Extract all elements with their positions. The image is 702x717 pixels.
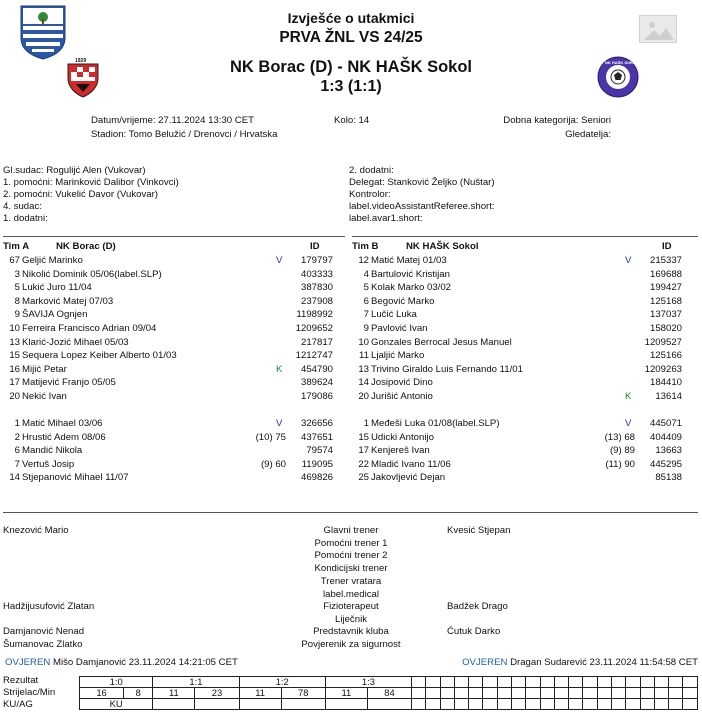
player-number: 9 xyxy=(363,323,369,334)
ku-cell xyxy=(497,699,511,710)
away-crest-text: NK HAŠK SOKOL xyxy=(605,60,639,65)
scorer-cell: 8 xyxy=(124,688,153,699)
scorer-label: Strijelac/Min xyxy=(3,687,56,698)
staff-home: Knezović Mario xyxy=(3,525,69,536)
scorer-cell xyxy=(683,688,698,699)
result-cell xyxy=(640,677,654,688)
scorer-cell: 84 xyxy=(367,688,411,699)
result-cell xyxy=(654,677,668,688)
scorer-cell xyxy=(469,688,483,699)
player-id: 79574 xyxy=(306,445,333,457)
report-title: Izvješće o utakmici xyxy=(287,10,415,26)
scorer-cell xyxy=(426,688,440,699)
ku-cell xyxy=(569,699,583,710)
substitution-minute: (9) 60 xyxy=(260,458,286,470)
result-cell xyxy=(526,677,540,688)
scorer-cell xyxy=(640,688,654,699)
scorer-cell xyxy=(540,688,554,699)
player-number: 14 xyxy=(358,377,369,389)
staff-home: Damjanović Nenad xyxy=(3,626,85,637)
player-number: 14 xyxy=(9,472,20,484)
ku-cell xyxy=(583,699,597,710)
home-crest-year: 1929 xyxy=(75,58,87,64)
staff-role: Fizioterapeut xyxy=(323,601,379,612)
player-role-mark: V xyxy=(625,255,632,266)
scorer-cell: 11 xyxy=(239,688,281,699)
player-id: 137037 xyxy=(649,309,682,321)
divider xyxy=(3,236,345,237)
result-cell: 1:1 xyxy=(153,677,239,688)
result-cell xyxy=(554,677,568,688)
scorer-cell: 11 xyxy=(325,688,367,699)
player-number: 20 xyxy=(358,391,369,402)
player-name: Jurišić Antonio xyxy=(371,391,433,402)
player-name: Udicki Antonijo xyxy=(371,431,434,443)
player-name: Geljić Marinko xyxy=(22,255,83,266)
staff-role: Trener vratara xyxy=(320,576,382,587)
staff-home: Šumanovac Zlatko xyxy=(3,639,83,650)
player-name: Stjepanović Mihael 11/07 xyxy=(22,472,129,484)
scorer-cell xyxy=(512,688,526,699)
team-a-name: NK Borac (D) xyxy=(56,241,116,252)
player-number: 2 xyxy=(14,431,20,443)
player-role-mark: V xyxy=(276,418,283,429)
scorer-cell xyxy=(483,688,497,699)
official-line: 1. dodatni: xyxy=(3,213,48,224)
player-name: Marković Matej 07/03 xyxy=(22,295,114,307)
player-id: 125168 xyxy=(649,295,682,307)
ku-cell xyxy=(367,699,411,710)
ku-cell xyxy=(554,699,568,710)
verified-tag: OVJEREN xyxy=(462,657,508,668)
player-name: Gonzales Berrocal Jesus Manuel xyxy=(371,336,512,348)
player-id: 169688 xyxy=(649,268,682,280)
match-datetime: Datum/vrijeme: 27.11.2024 13:30 CET xyxy=(91,115,254,126)
ku-cell xyxy=(540,699,554,710)
player-number: 8 xyxy=(14,295,20,307)
official-line: 1. pomoćni: Marinković Dalibor (Vinkovci) xyxy=(3,177,179,188)
player-number: 25 xyxy=(358,472,369,484)
team-a-label: Tim A xyxy=(3,241,30,252)
result-cell xyxy=(540,677,554,688)
ku-cell xyxy=(512,699,526,710)
result-cell xyxy=(597,677,611,688)
player-id: 179086 xyxy=(300,391,333,402)
player-name: Mandić Nikola xyxy=(22,445,83,457)
player-name: Bartulović Kristijan xyxy=(371,268,450,280)
result-cell: 1:3 xyxy=(325,677,411,688)
player-id: 404409 xyxy=(649,431,682,443)
scorer-cell xyxy=(654,688,668,699)
ku-cell xyxy=(426,699,440,710)
result-cell xyxy=(454,677,468,688)
player-id: 158020 xyxy=(649,323,682,334)
player-id: 1209652 xyxy=(295,323,333,334)
substitution-minute: (11) 90 xyxy=(605,458,635,470)
ku-cell xyxy=(683,699,698,710)
player-id: 237908 xyxy=(300,295,333,307)
player-name: Sequera Lopez Keiber Alberto 01/03 xyxy=(22,350,177,362)
result-cell xyxy=(497,677,511,688)
ku-cell xyxy=(611,699,625,710)
scorer-cell xyxy=(669,688,683,699)
player-name: Matić Matej 01/03 xyxy=(371,255,447,266)
player-number: 17 xyxy=(9,377,20,389)
player-id: 469826 xyxy=(300,472,333,484)
match-title: NK Borac (D) - NK HAŠK Sokol xyxy=(229,58,472,76)
player-number: 5 xyxy=(363,282,369,294)
player-name: Begović Marko xyxy=(371,295,435,307)
player-number: 6 xyxy=(14,445,20,457)
ku-cell xyxy=(640,699,654,710)
result-cell xyxy=(512,677,526,688)
player-number: 4 xyxy=(363,268,369,280)
verified-tag: OVJEREN xyxy=(5,657,51,668)
player-name: Međeši Luka 01/08(label.SLP) xyxy=(371,418,500,429)
player-name: Josipović Dino xyxy=(371,377,433,389)
ku-cell xyxy=(654,699,668,710)
result-cell xyxy=(683,677,698,688)
county-crest-icon xyxy=(18,4,68,60)
ku-cell xyxy=(626,699,640,710)
player-number: 13 xyxy=(9,336,20,348)
player-id: 85138 xyxy=(655,472,682,484)
score-title: 1:3 (1:1) xyxy=(320,78,382,95)
spectators: Gledatelja: xyxy=(565,129,611,140)
player-name: Hrustić Adem 08/06 xyxy=(22,431,106,443)
home-verification xyxy=(5,656,238,669)
substitution-minute: (9) 89 xyxy=(609,445,635,457)
player-name: Nekić Ivan xyxy=(22,391,67,402)
ku-cell xyxy=(669,699,683,710)
official-line: label.videoAssistantReferee.short: xyxy=(349,201,495,212)
player-name: Kenjereš Ivan xyxy=(371,445,430,457)
official-line: Gl.sudac: Rogulijć Alen (Vukovar) xyxy=(3,165,146,176)
scoring-grid xyxy=(79,676,698,710)
home-team-crest xyxy=(66,58,100,98)
staff-role: Glavni trener xyxy=(323,525,379,536)
player-name: Lukić Juro 11/04 xyxy=(22,282,92,294)
player-id: 119095 xyxy=(301,458,333,470)
ku-cell: KU xyxy=(80,699,153,710)
staff-role: label.medical xyxy=(323,589,379,600)
staff-role: Pomoćni trener 2 xyxy=(314,550,388,561)
official-line: Delegat: Stanković Željko (Nuštar) xyxy=(349,177,495,188)
result-cell: 1:2 xyxy=(239,677,325,688)
player-number: 20 xyxy=(9,391,20,402)
staff-role: Predstavnik kluba xyxy=(313,626,389,637)
player-number: 9 xyxy=(14,309,20,321)
ku-cell xyxy=(412,699,426,710)
staff-home: Hadžijusufović Zlatan xyxy=(3,601,95,612)
player-name: Lučić Luka xyxy=(371,309,417,321)
official-line: label.avar1.short: xyxy=(349,213,423,224)
divider xyxy=(3,512,698,513)
player-name: Ljaljić Marko xyxy=(371,350,425,362)
result-label: Rezultat xyxy=(3,675,39,686)
player-number: 6 xyxy=(363,295,369,307)
scorer-cell: 23 xyxy=(195,688,239,699)
scorer-cell xyxy=(583,688,597,699)
scoring-labels xyxy=(3,675,55,711)
team-b-label: Tim B xyxy=(352,241,379,252)
staff-role: Liječnik xyxy=(335,614,367,625)
player-id: 199427 xyxy=(649,282,682,294)
player-name: Kolak Marko 03/02 xyxy=(371,282,451,294)
scorer-cell xyxy=(597,688,611,699)
player-id: 445295 xyxy=(649,458,682,470)
result-cell xyxy=(483,677,497,688)
divider xyxy=(352,236,698,237)
scorer-cell: 16 xyxy=(80,688,124,699)
result-cell xyxy=(583,677,597,688)
result-cell xyxy=(469,677,483,688)
player-name: Matić Mihael 03/06 xyxy=(22,418,103,429)
verified-by: Mišo Damjanović 23.11.2024 14:21:05 CET xyxy=(53,657,238,668)
ku-label: KU/AG xyxy=(3,699,33,710)
scorer-cell xyxy=(454,688,468,699)
ku-cell xyxy=(281,699,325,710)
official-line: 2. pomoćni: Vukelić Davor (Vukovar) xyxy=(3,189,158,200)
player-id: 217817 xyxy=(300,336,333,348)
player-name: Klarić-Jozić Mihael 05/03 xyxy=(22,336,129,348)
ku-cell xyxy=(239,699,281,710)
player-name: Mladić Ivano 11/06 xyxy=(371,458,451,470)
player-name: Jakovljević Dejan xyxy=(371,472,446,484)
away-verification xyxy=(420,656,698,669)
scorer-cell xyxy=(554,688,568,699)
player-id: 215337 xyxy=(649,255,682,266)
official-line: 2. dodatni: xyxy=(349,165,394,176)
player-number: 7 xyxy=(14,458,20,470)
staff-role: Kondicijski trener xyxy=(314,563,388,574)
result-cell: 1:0 xyxy=(80,677,153,688)
player-name: Ferreira Francisco Adrian 09/04 xyxy=(22,323,157,334)
ku-cell xyxy=(454,699,468,710)
player-number: 12 xyxy=(358,255,369,266)
ku-cell xyxy=(195,699,239,710)
away-team-crest xyxy=(597,56,639,98)
player-id: 1209263 xyxy=(644,363,682,375)
placeholder-image-icon xyxy=(639,15,677,43)
player-number: 3 xyxy=(14,268,20,280)
scorer-cell xyxy=(611,688,625,699)
scorer-cell: 11 xyxy=(153,688,195,699)
player-id: 13614 xyxy=(655,391,682,402)
player-number: 7 xyxy=(363,309,369,321)
scorer-cell xyxy=(440,688,454,699)
staff-away: Kvesić Stjepan xyxy=(447,525,511,536)
substitution-minute: (13) 68 xyxy=(604,431,635,443)
player-number: 1 xyxy=(363,418,369,429)
player-number: 10 xyxy=(9,323,20,334)
ku-cell xyxy=(483,699,497,710)
result-cell xyxy=(412,677,426,688)
player-id: 184410 xyxy=(649,377,682,389)
scorer-cell xyxy=(626,688,640,699)
player-id: 1209527 xyxy=(644,336,682,348)
scorer-cell xyxy=(569,688,583,699)
player-id: 179797 xyxy=(300,255,333,266)
staff-role: Povjerenik za sigurnost xyxy=(301,639,401,650)
player-id: 13663 xyxy=(655,445,682,457)
player-role-mark: V xyxy=(276,255,283,266)
player-number: 11 xyxy=(359,350,369,362)
team-b-name: NK HAŠK Sokol xyxy=(406,241,479,252)
player-id: 454790 xyxy=(300,363,333,375)
substitution-minute: (10) 75 xyxy=(255,431,286,443)
player-number: 15 xyxy=(358,431,369,443)
player-name: Trivino Giraldo Luis Fernando 11/01 xyxy=(371,363,523,375)
player-id: 389624 xyxy=(300,377,333,389)
player-number: 16 xyxy=(9,363,20,375)
player-id: 403333 xyxy=(300,268,333,280)
result-cell xyxy=(426,677,440,688)
scorer-cell xyxy=(412,688,426,699)
ku-cell xyxy=(440,699,454,710)
player-role-mark: K xyxy=(625,391,632,402)
team-b-id-header: ID xyxy=(662,241,672,252)
player-id: 326656 xyxy=(300,418,333,429)
player-number: 67 xyxy=(9,255,20,266)
staff-away: Badžek Drago xyxy=(447,601,508,612)
staff-away: Ćutuk Darko xyxy=(447,626,501,637)
player-id: 1198992 xyxy=(296,309,333,321)
league-title: PRVA ŽNL VS 24/25 xyxy=(279,29,423,46)
ku-cell xyxy=(469,699,483,710)
official-line: 4. sudac: xyxy=(3,201,42,212)
player-number: 17 xyxy=(358,445,369,457)
player-id: 445071 xyxy=(649,418,682,429)
team-a-id-header: ID xyxy=(310,241,320,252)
result-cell xyxy=(440,677,454,688)
match-stadium: Stadion: Tomo Belužić / Drenovci / Hrvatska xyxy=(91,129,278,140)
staff-role: Pomoćni trener 1 xyxy=(314,538,388,549)
scorer-cell xyxy=(497,688,511,699)
ku-cell xyxy=(153,699,195,710)
player-name: Mijić Petar xyxy=(22,363,67,375)
match-round: Kolo: 14 xyxy=(334,115,370,126)
player-id: 437651 xyxy=(300,431,333,443)
player-id: 125166 xyxy=(649,350,682,362)
player-number: 15 xyxy=(9,350,20,362)
player-id: 387830 xyxy=(300,282,333,294)
age-category: Dobna kategorija: Seniori xyxy=(503,115,611,126)
player-name: Matijević Franjo 05/05 xyxy=(22,377,116,389)
result-cell xyxy=(611,677,625,688)
ku-cell xyxy=(325,699,367,710)
player-name: Nikolić Dominik 05/06(label.SLP) xyxy=(22,268,162,280)
scorer-cell xyxy=(526,688,540,699)
result-cell xyxy=(669,677,683,688)
player-number: 5 xyxy=(14,282,20,294)
player-number: 13 xyxy=(358,363,369,375)
scorer-cell: 78 xyxy=(281,688,325,699)
result-cell xyxy=(569,677,583,688)
player-number: 10 xyxy=(358,336,369,348)
player-role-mark: K xyxy=(276,363,283,375)
ku-cell xyxy=(526,699,540,710)
official-line: Kontrolor: xyxy=(349,189,391,200)
player-name: ŠAVIJA Ognjen xyxy=(22,309,88,321)
ku-cell xyxy=(597,699,611,710)
verified-by: Dragan Sudarević 23.11.2024 11:54:58 CET xyxy=(510,657,698,668)
player-name: Vertuš Josip xyxy=(22,458,75,470)
player-number: 22 xyxy=(358,458,369,470)
player-number: 1 xyxy=(14,418,20,429)
player-id: 1212747 xyxy=(295,350,333,362)
result-cell xyxy=(626,677,640,688)
player-name: Pavlović Ivan xyxy=(371,323,428,334)
player-role-mark: V xyxy=(625,418,632,429)
